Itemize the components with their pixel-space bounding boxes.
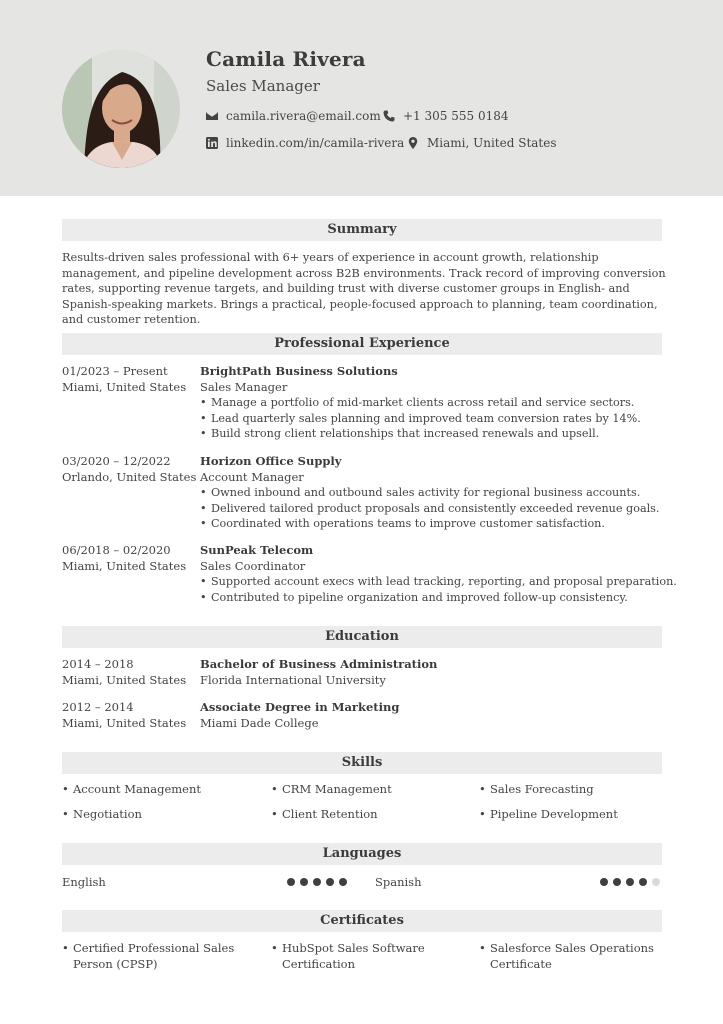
phone-text: +1 305 555 0184 <box>403 109 509 123</box>
education-dates: 2014 – 2018 <box>62 657 134 671</box>
experience-entry <box>200 364 670 442</box>
experience-entry-dates <box>62 454 196 485</box>
job-dates: 06/2018 – 02/2020 <box>62 543 171 557</box>
language-name: English <box>62 875 106 889</box>
education-entry <box>200 657 670 688</box>
certificates-heading: Certificates <box>62 910 662 932</box>
job-bullet: • Coordinated with operations teams to improve customer satisfaction. <box>200 516 670 532</box>
candidate-title: Sales Manager <box>206 77 320 95</box>
job-bullet: • Supported account execs with lead tracking, reporting, and proposal preparation. <box>200 574 670 590</box>
degree-name: Associate Degree in Marketing <box>200 700 400 714</box>
level-dot-filled <box>600 878 608 886</box>
certificate-line: Person (CPSP) <box>73 956 158 971</box>
phone-contact[interactable] <box>383 109 508 123</box>
skill-item: • Client Retention <box>271 807 378 823</box>
job-role: Account Manager <box>200 469 304 484</box>
job-bullet: • Contributed to pipeline organization and improved follow-up consistency. <box>200 590 670 606</box>
company-name: Horizon Office Supply <box>200 454 342 468</box>
job-dates: 01/2023 – Present <box>62 364 168 378</box>
job-location: Miami, United States <box>62 558 187 573</box>
languages-heading: Languages <box>62 843 662 865</box>
linkedin-contact[interactable] <box>206 136 404 150</box>
degree-name: Bachelor of Business Administration <box>200 657 438 671</box>
linkedin-icon <box>206 137 218 149</box>
certificate-line: • Certified Professional Sales <box>73 941 235 955</box>
job-role: Sales Coordinator <box>200 558 306 573</box>
level-dot-filled <box>287 878 295 886</box>
experience-entry-dates <box>62 543 186 574</box>
level-dot-filled <box>613 878 621 886</box>
job-location: Miami, United States <box>62 379 187 394</box>
level-dot-filled <box>639 878 647 886</box>
job-bullet: • Build strong client relationships that increased renewals and upsell. <box>200 426 670 442</box>
certificate-line: • HubSpot Sales Software <box>282 941 425 955</box>
location-pin-icon <box>407 137 419 149</box>
location-text: Miami, United States <box>427 136 557 150</box>
education-entry-dates <box>62 657 186 688</box>
job-bullet: • Delivered tailored product proposals and consistently exceeded revenue goals. <box>200 501 670 517</box>
certificate-line: • Salesforce Sales Operations <box>490 941 654 955</box>
skill-item: • Negotiation <box>62 807 142 823</box>
phone-icon <box>383 110 395 122</box>
summary-heading: Summary <box>62 219 662 241</box>
experience-heading: Professional Experience <box>62 333 662 355</box>
school-name: Florida International University <box>200 672 386 687</box>
candidate-name: Camila Rivera <box>206 47 366 71</box>
certificate-line: Certificate <box>490 956 552 971</box>
education-dates: 2012 – 2014 <box>62 700 134 714</box>
education-heading: Education <box>62 626 662 648</box>
skill-item: • Pipeline Development <box>479 807 618 823</box>
level-dot-filled <box>300 878 308 886</box>
company-name: BrightPath Business Solutions <box>200 364 398 378</box>
school-name: Miami Dade College <box>200 715 319 730</box>
level-dot-filled <box>313 878 321 886</box>
job-bullet: • Owned inbound and outbound sales activity for regional business accounts. <box>200 485 670 501</box>
job-bullet: • Lead quarterly sales planning and improved team conversion rates by 14%. <box>200 411 670 427</box>
certificate-line: Certification <box>282 956 355 971</box>
job-location: Orlando, United States <box>62 469 197 484</box>
level-dot-filled <box>326 878 334 886</box>
language-name: Spanish <box>375 875 422 889</box>
experience-entry <box>200 454 670 532</box>
certificate-item <box>271 941 425 972</box>
education-location: Miami, United States <box>62 715 187 730</box>
email-contact[interactable] <box>206 109 381 123</box>
education-entry-dates <box>62 700 186 731</box>
level-dot-filled <box>626 878 634 886</box>
job-bullet: • Manage a portfolio of mid-market clients across retail and service sectors. <box>200 395 670 411</box>
summary-text: Results-driven sales professional with 6+ years of experience in account growth, relationship management, and pipeline development across B2B environments. Track record of improving conversion rates, supporting revenue targets, and building trust with diverse customer groups in English- and Spanish-speaking markets. Brings a practical, people-focused approach to planning, team coordination, and customer retention. <box>62 251 666 327</box>
envelope-icon <box>206 110 218 122</box>
skills-heading: Skills <box>62 752 662 774</box>
job-dates: 03/2020 – 12/2022 <box>62 454 171 468</box>
location-contact <box>407 136 557 150</box>
experience-entry <box>200 543 677 605</box>
job-role: Sales Manager <box>200 379 288 394</box>
certificate-item <box>62 941 234 972</box>
company-name: SunPeak Telecom <box>200 543 314 557</box>
education-entry <box>200 700 670 731</box>
email-text: camila.rivera@email.com <box>226 109 381 123</box>
linkedin-text: linkedin.com/in/camila-rivera <box>226 136 405 150</box>
education-location: Miami, United States <box>62 672 187 687</box>
level-dot-empty <box>652 878 660 886</box>
language-level-indicator <box>600 878 660 886</box>
language-level-indicator <box>287 878 347 886</box>
certificate-item <box>479 941 654 972</box>
skill-item: • Sales Forecasting <box>479 782 594 798</box>
skill-item: • Account Management <box>62 782 201 798</box>
level-dot-filled <box>339 878 347 886</box>
profile-photo <box>62 50 180 168</box>
experience-entry-dates <box>62 364 186 395</box>
resume-header <box>0 0 723 196</box>
skill-item: • CRM Management <box>271 782 392 798</box>
